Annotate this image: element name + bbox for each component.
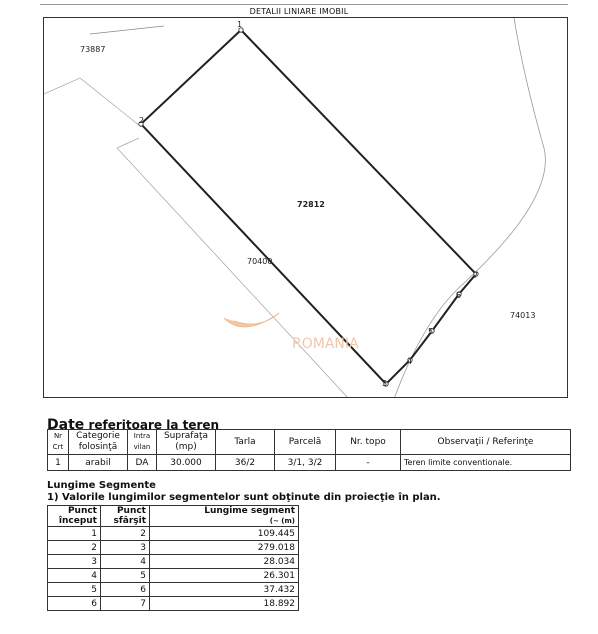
cell-intra-vilan: DA: [128, 455, 157, 471]
col-observatii: Observaţii / Referinţe: [401, 430, 571, 455]
point-label-4: 4: [407, 357, 413, 366]
col-suprafata: Suprafaţa (mp): [157, 430, 216, 455]
segments-header-row: [48, 506, 299, 527]
watermark-text: ROMANIA: [292, 336, 359, 352]
segment-cell-end: 4: [101, 555, 150, 569]
segment-row: [48, 583, 299, 597]
segment-cell-end: 2: [101, 527, 150, 541]
header-rule: [40, 4, 568, 5]
land-section-title-rest: referitoare la teren: [84, 418, 220, 432]
segment-cell-start: 4: [48, 569, 101, 583]
cadastral-map: [43, 17, 568, 398]
land-table-row: [48, 455, 571, 471]
col-categorie: Categorie folosinţă: [69, 430, 128, 455]
segment-cell-start: 6: [48, 597, 101, 611]
segment-row: [48, 597, 299, 611]
segment-row: [48, 541, 299, 555]
segment-cell-length: 279.018: [150, 541, 299, 555]
segment-cell-start: 3: [48, 555, 101, 569]
parcel-id-neighbor-e: 74013: [510, 311, 536, 320]
segment-cell-length: 37.432: [150, 583, 299, 597]
segment-cell-end: 3: [101, 541, 150, 555]
segments-title: Lungime Segmente: [47, 480, 156, 491]
cell-nr-crt: 1: [48, 455, 69, 471]
segment-row: [48, 527, 299, 541]
col-lungime-unit: (~ (m): [269, 517, 295, 525]
cell-tarla: 36/2: [216, 455, 275, 471]
segment-row: [48, 569, 299, 583]
page-title: DETALII LINIARE IMOBIL: [249, 7, 349, 16]
cell-categorie: arabil: [69, 455, 128, 471]
segment-cell-start: 1: [48, 527, 101, 541]
segment-cell-length: 26.301: [150, 569, 299, 583]
point-label-7: 7: [473, 271, 479, 280]
cell-parcela: 3/1, 3/2: [275, 455, 336, 471]
parcel-id-main: 72812: [297, 200, 325, 209]
point-label-6: 6: [456, 291, 462, 300]
parcel-id-road: 70400: [247, 257, 273, 266]
neighbor-boundary-top: [90, 26, 164, 34]
cell-observatii: Teren limite conventionale.: [401, 455, 571, 471]
point-label-1: 1: [237, 20, 243, 29]
segment-cell-length: 109.445: [150, 527, 299, 541]
segment-cell-start: 2: [48, 541, 101, 555]
col-nr-topo: Nr. topo: [336, 430, 401, 455]
segments-note: 1) Valorile lungimilor segmentelor sunt obţinute din proiecţie în plan.: [47, 492, 441, 503]
segments-table: [47, 505, 299, 611]
road-edge-line: [117, 138, 349, 398]
point-label-2: 2: [139, 116, 145, 125]
col-punct-inceput: Punct început: [48, 506, 101, 527]
west-boundary-line: [44, 78, 140, 126]
cell-nr-topo: -: [336, 455, 401, 471]
segment-cell-length: 18.892: [150, 597, 299, 611]
segment-cell-end: 6: [101, 583, 150, 597]
cell-suprafata: 30.000: [157, 455, 216, 471]
land-section-title-prefix: Date: [47, 417, 85, 433]
parcel-id-neighbor-nw: 73887: [80, 45, 106, 54]
col-intra-vilan: Intra vilan: [128, 430, 157, 455]
col-punct-sfarsit: Punct sfârşit: [101, 506, 150, 527]
col-lungime: [150, 506, 299, 527]
segment-cell-end: 5: [101, 569, 150, 583]
point-label-3: 3: [382, 379, 388, 388]
segment-cell-start: 5: [48, 583, 101, 597]
watermark-swoosh: [224, 313, 279, 327]
segment-cell-length: 28.034: [150, 555, 299, 569]
point-label-5: 5: [428, 327, 434, 336]
col-lungime-label: Lungime segment: [204, 506, 295, 516]
land-table-header-row: [48, 430, 571, 455]
col-tarla: Tarla: [216, 430, 275, 455]
land-data-table: [47, 429, 571, 471]
col-parcela: Parcelă: [275, 430, 336, 455]
segment-cell-end: 7: [101, 597, 150, 611]
east-boundary-curve: [394, 18, 545, 398]
segments-heading: [47, 480, 441, 504]
segments-body: [48, 527, 299, 611]
map-drawing: [44, 18, 568, 398]
segment-row: [48, 555, 299, 569]
col-nr-crt: Nr Crt: [48, 430, 69, 455]
